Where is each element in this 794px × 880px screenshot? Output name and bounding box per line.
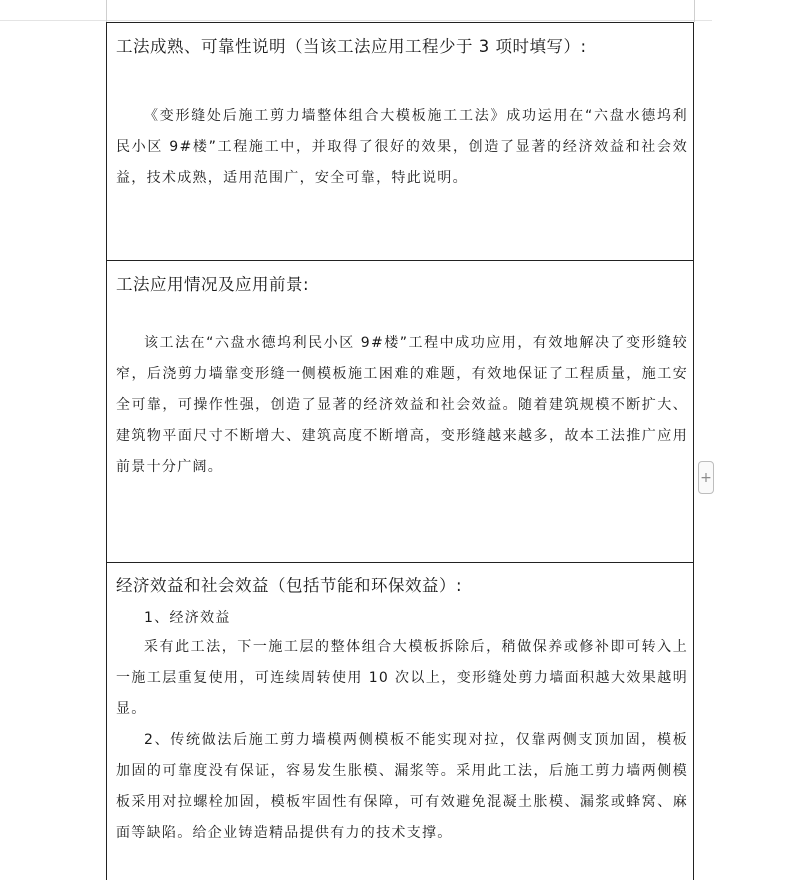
section-paragraph-benefits-1[interactable]: 采有此工法，下一施工层的整体组合大模板拆除后，稍做保养或修补即可转入上一施工层重复使用，可连续周转使用 10 次以上，变形缝处剪力墙面积越大效果越明显。 — [116, 639, 688, 717]
section-paragraph-application[interactable]: 该工法在“六盘水德坞利民小区 9#楼”工程中成功应用，有效地解决了变形缝较窄，后浇剪力墙靠变形缝一侧模板施工困难的难题，有效地保证了工程质量，施工安全可靠，可操作性强，创造了显著的经济效益和社会效益。随着建筑规模不断扩大、建筑物平面尺寸不断增大、建筑高度不断增高，变形缝越来越多，故本工法推广应用前景十分广阔。 — [116, 335, 688, 475]
section-title-maturity: 工法成熟、可靠性说明（当该工法应用工程少于 3 项时填写）: — [116, 37, 587, 56]
section-paragraph-maturity[interactable]: 《变形缝处后施工剪力墙整体组合大模板施工工法》成功运用在“六盘水德坞利民小区 9#楼”工程施工中，并取得了很好的效果，创造了显著的经济效益和社会效益，技术成熟，适用范围广，安全可靠，特此说明。 — [116, 108, 688, 186]
subheading-economic-benefit: 1、经济效益 — [144, 610, 231, 626]
table-row-divider — [106, 562, 694, 563]
margin-corner-mark-left — [106, 0, 107, 22]
section-paragraph-benefits-2[interactable]: 2、传统做法后施工剪力墙模两侧模板不能实现对拉，仅靠两侧支顶加固，模板加固的可靠度没有保证，容易发生胀模、漏浆等。采用此工法，后施工剪力墙两侧模板采用对拉螺栓加固，模板牢固性有保障，可有效避免混凝土胀模、漏浆或蜂窝、麻面等缺陷。给企业铸造精品提供有力的技术支撑。 — [116, 732, 688, 841]
add-row-button[interactable]: + — [698, 461, 714, 494]
section-title-application: 工法应用情况及应用前景: — [116, 275, 310, 294]
table-row-divider — [106, 260, 694, 261]
margin-corner-mark-right — [694, 0, 695, 22]
section-title-benefits: 经济效益和社会效益（包括节能和环保效益）: — [116, 576, 463, 595]
document-table — [106, 22, 694, 880]
